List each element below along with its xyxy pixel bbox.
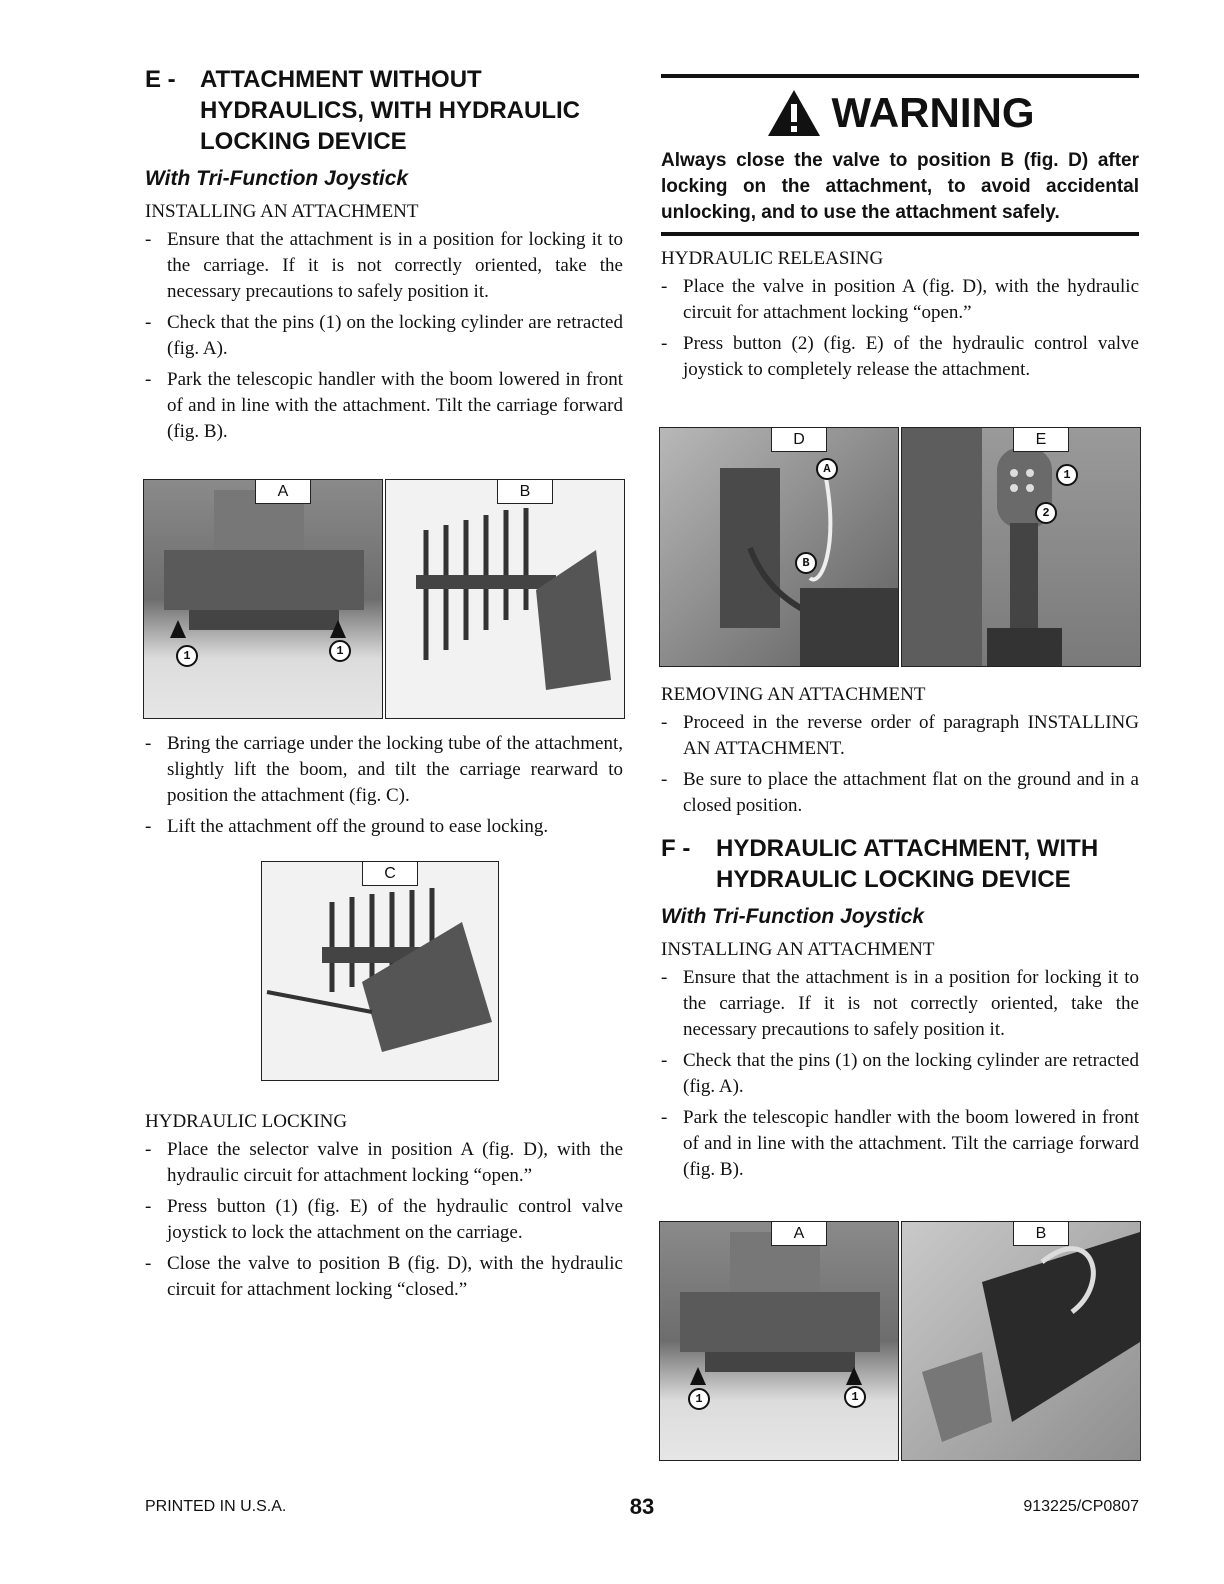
- figure-a-photo: [143, 479, 383, 719]
- carriage-illustration: [660, 1222, 898, 1460]
- installing-caption: INSTALLING AN ATTACHMENT: [145, 201, 419, 222]
- section-f-heading: F - HYDRAULIC ATTACHMENT, WITH HYDRAULIC LOCKING DEVICE: [661, 835, 1099, 893]
- list-item: - Close the valve to position B (fig. D), with the hydraulic circuit for attachment locking “closed.”: [145, 1251, 623, 1303]
- callout-1: 1: [176, 645, 198, 667]
- figure-c-photo: [261, 861, 499, 1081]
- removing-caption: REMOVING AN ATTACHMENT: [661, 684, 926, 705]
- releasing-list: [661, 274, 1139, 383]
- section-e-title-line: HYDRAULICS, WITH HYDRAULIC: [200, 97, 580, 124]
- fork-illustration: [386, 480, 624, 718]
- list-item: - Press button (2) (fig. E) of the hydraulic control valve joystick to completely release the attachment.: [661, 331, 1139, 383]
- right-column: [661, 64, 1139, 388]
- hydraulic-hose-illustration: [902, 1222, 1140, 1460]
- figure-c-label: C: [362, 862, 418, 886]
- carriage-illustration: [144, 480, 382, 718]
- callout-b: B: [795, 552, 817, 574]
- figure-b-photo: [385, 479, 625, 719]
- list-item: - Be sure to place the attachment flat on the ground and in a closed position.: [661, 767, 1139, 819]
- footer-doc-code: 913225/CP0807: [1023, 1498, 1139, 1515]
- list-item: - Park the telescopic handler with the boom lowered in front of and in line with the attachment. Tilt the carriage forward (fig. B).: [661, 1105, 1139, 1183]
- list-item: - Proceed in the reverse order of paragraph INSTALLING AN ATTACHMENT.: [661, 710, 1139, 762]
- joystick-illustration: [902, 428, 1140, 666]
- installing-list: [661, 965, 1139, 1183]
- section-f-title-line: HYDRAULIC ATTACHMENT, WITH: [716, 835, 1099, 862]
- page-number: 83: [629, 1494, 655, 1519]
- callout-1: 1: [1056, 464, 1078, 486]
- warning-title: WARNING: [661, 88, 1139, 138]
- figure-e-label: E: [1013, 428, 1069, 452]
- list-item: - Place the valve in position A (fig. D), with the hydraulic circuit for attachment locking “open.”: [661, 274, 1139, 326]
- hydraulic-locking-block: [145, 1105, 623, 1308]
- left-column-lower: [145, 731, 623, 845]
- warning-box: [661, 74, 1139, 236]
- figure-b-label: B: [1013, 1222, 1069, 1246]
- valve-illustration: [660, 428, 898, 666]
- figure-b-label: B: [497, 480, 553, 504]
- figure-d-label: D: [771, 428, 827, 452]
- section-e-title-line: LOCKING DEVICE: [200, 128, 407, 155]
- figure-e-photo: [901, 427, 1141, 667]
- warning-triangle-icon: [766, 88, 822, 138]
- figure-a-label: A: [771, 1222, 827, 1246]
- removing-list: [661, 710, 1139, 819]
- figure-b-photo: [901, 1221, 1141, 1461]
- footer-print-note: PRINTED IN U.S.A.: [145, 1498, 287, 1515]
- list-item: - Bring the carriage under the locking tube of the attachment, slightly lift the boom, and tilt the carriage rearward to position the attachment (fig. C).: [145, 731, 623, 809]
- fork-illustration: [262, 862, 498, 1080]
- section-f-title-line: HYDRAULIC LOCKING DEVICE: [716, 866, 1071, 893]
- section-e-title-line: ATTACHMENT WITHOUT: [200, 66, 482, 93]
- list-item: - Check that the pins (1) on the locking cylinder are retracted (fig. A).: [661, 1048, 1139, 1100]
- installing-list-continued: [145, 731, 623, 840]
- callout-1: 1: [688, 1388, 710, 1410]
- list-item: - Place the selector valve in position A (fig. D), with the hydraulic circuit for attachment locking “open.”: [145, 1137, 623, 1189]
- locking-list: [145, 1137, 623, 1303]
- section-f-subtitle: With Tri-Function Joystick: [661, 905, 925, 928]
- left-column: [145, 64, 623, 450]
- callout-a: A: [816, 458, 838, 480]
- warning-text: Always close the valve to position B (fig. D) after locking on the attachment, to avoid accidental unlocking, and to use the attachment safely.: [661, 150, 1139, 223]
- list-item: - Ensure that the attachment is in a position for locking it to the carriage. If it is not correctly oriented, take the necessary precautions to safely position it.: [145, 227, 623, 305]
- list-item: - Check that the pins (1) on the locking cylinder are retracted (fig. A).: [145, 310, 623, 362]
- installing-caption: INSTALLING AN ATTACHMENT: [661, 939, 935, 960]
- section-e-subtitle: With Tri-Function Joystick: [145, 167, 409, 190]
- figure-d-photo: [659, 427, 899, 667]
- callout-2: 2: [1035, 502, 1057, 524]
- list-item: - Park the telescopic handler with the boom lowered in front of and in line with the attachment. Tilt the carriage forward (fig. B).: [145, 367, 623, 445]
- right-column-middle: [661, 678, 1139, 1188]
- list-item: - Ensure that the attachment is in a position for locking it to the carriage. If it is not correctly oriented, take the necessary precautions to safely position it.: [661, 965, 1139, 1043]
- list-item: - Press button (1) (fig. E) of the hydraulic control valve joystick to lock the attachment on the carriage.: [145, 1194, 623, 1246]
- installing-list: [145, 227, 623, 445]
- section-e-heading: E - ATTACHMENT WITHOUT HYDRAULICS, WITH HYDRAULIC LOCKING DEVICE: [145, 66, 580, 155]
- callout-1: 1: [329, 640, 351, 662]
- releasing-caption: HYDRAULIC RELEASING: [661, 248, 884, 269]
- figure-a-label: A: [255, 480, 311, 504]
- callout-1: 1: [844, 1386, 866, 1408]
- list-item: - Lift the attachment off the ground to ease locking.: [145, 814, 623, 840]
- locking-caption: HYDRAULIC LOCKING: [145, 1111, 348, 1132]
- figure-a-photo: [659, 1221, 899, 1461]
